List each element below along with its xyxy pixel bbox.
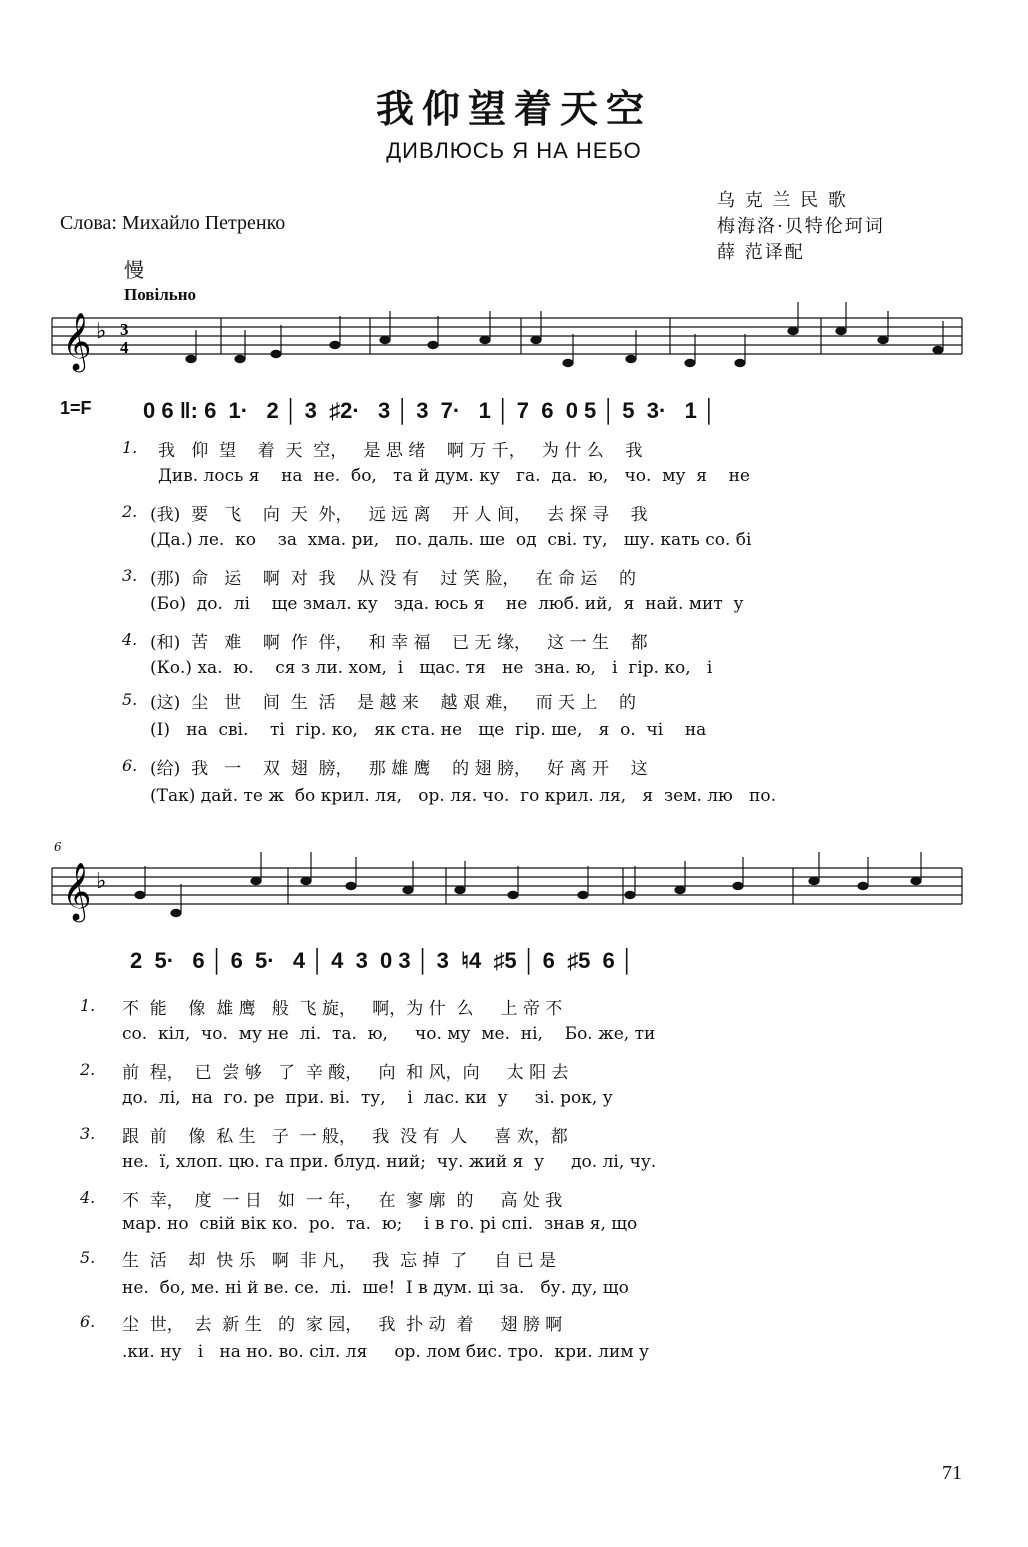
verse-number: 1. bbox=[122, 438, 138, 457]
lyric-line-ukrainian: не. ї, хлоп. цю. га при. блуд. ний; чу. жий я у до. лі, чу. bbox=[122, 1152, 657, 1172]
key-label: 1=F bbox=[60, 398, 92, 418]
lyric-line-chinese: 跟 前 像 私 生 子 一 般， 我 没 有 人 喜 欢，都 bbox=[122, 1127, 568, 1147]
credits-block bbox=[717, 188, 885, 266]
staff-system-1 bbox=[48, 300, 970, 390]
notes-system-2 bbox=[135, 852, 921, 917]
lyric-line-chinese: (我) 要 飞 向 天 外， 远 远 离 开 人 间， 去 探 寻 我 bbox=[150, 505, 648, 525]
credit-line: 薛 范译配 bbox=[717, 242, 805, 263]
verse-number: 2. bbox=[122, 502, 138, 521]
verse-number: 4. bbox=[122, 630, 138, 649]
song-title-chinese: 我仰望着天空 bbox=[375, 86, 652, 131]
verse-number: 6. bbox=[80, 1312, 96, 1331]
verse-number: 6. bbox=[122, 756, 138, 775]
lyric-line-chinese: (和) 苦 难 啊 作 伴， 和 幸 福 已 无 缘， 这 一 生 都 bbox=[150, 633, 648, 653]
credit-line: 梅海洛·贝特伦珂词 bbox=[717, 216, 885, 237]
notes-system-1 bbox=[186, 302, 943, 367]
lyric-line-ukrainian: (І) на сві. ті гір. ко, як ста. не ще гір. ше, я о. чі на bbox=[150, 720, 707, 740]
lyric-line-ukrainian: со. кіл, чо. му не лі. та. ю, чо. му ме. ні, Бо. же, ти bbox=[122, 1024, 656, 1044]
verse-number: 5. bbox=[122, 690, 138, 709]
lyric-line-chinese: (给) 我 一 双 翅 膀， 那 雄 鹰 的 翅 膀， 好 离 开 这 bbox=[150, 759, 648, 779]
simplified-notation-system-1: 0 6 ‖: 6 1· 2 │ 3 ♯2· 3 │ 3 7· 1 │ 7 6 0 5 │ 5 3· 1 │ bbox=[143, 398, 717, 423]
lyric-line-ukrainian: Див. лось я на не. бо, та й дум. ку га. да. ю, чо. му я не bbox=[158, 466, 750, 486]
lyric-line-ukrainian: не. бо, ме. ні й ве. се. лі. ше! І в дум. ці за. бу. ду, що bbox=[122, 1278, 629, 1298]
lyric-line-chinese: (这) 尘 世 间 生 活 是 越 来 越 艰 难， 而 天 上 的 bbox=[150, 693, 636, 713]
time-sig-top: 3 bbox=[120, 320, 129, 339]
treble-clef-icon: 𝄞 bbox=[62, 312, 92, 370]
lyric-line-ukrainian: мар. но свій вік ко. ро. та. ю; і в го. рі спі. знав я, що bbox=[122, 1214, 638, 1234]
time-sig-bottom: 4 bbox=[120, 338, 129, 357]
lyricist-credit: Слова: Михайло Петренко bbox=[60, 212, 286, 234]
lyric-line-ukrainian: (Ко.) ха. ю. ся з ли. хом, і щас. тя не зна. ю, і гір. ко, і bbox=[150, 658, 713, 678]
lyric-line-chinese: 不 幸， 度 一 日 如 一 年， 在 寥 廓 的 高 处 我 bbox=[122, 1191, 563, 1211]
verse-number: 3. bbox=[122, 566, 138, 585]
lyric-line-ukrainian: (Так) дай. те ж бо крил. ля, ор. ля. чо. го крил. ля, я зем. лю по. bbox=[150, 786, 777, 806]
lyric-line-ukrainian: (Бо) до. лі ще змал. ку зда. юсь я не люб. ий, я най. мит у bbox=[150, 594, 744, 614]
verse-number: 1. bbox=[80, 996, 96, 1015]
tempo-marking-ukrainian: Повільно bbox=[124, 285, 197, 304]
lyric-line-chinese: 不 能 像 雄 鹰 般 飞 旋， 啊，为 什 么 上 帝 不 bbox=[122, 999, 563, 1019]
simplified-notation-system-2: 2 5· 6 │ 6 5· 4 │ 4 3 0 3 │ 3 ♮4 ♯5 │ 6 ♯5 6 │ bbox=[130, 948, 635, 973]
flat-key-signature-icon: ♭ bbox=[96, 869, 107, 894]
measure-number: 6 bbox=[54, 840, 62, 854]
verse-number: 2. bbox=[80, 1060, 96, 1079]
verse-number: 5. bbox=[80, 1248, 96, 1267]
treble-clef-icon: 𝄞 bbox=[62, 862, 92, 920]
flat-key-signature-icon: ♭ bbox=[96, 319, 107, 344]
lyric-line-chinese: (那) 命 运 啊 对 我 从 没 有 过 笑 脸， 在 命 运 的 bbox=[150, 569, 636, 589]
verse-number: 3. bbox=[80, 1124, 96, 1143]
tempo-marking-chinese: 慢 bbox=[124, 258, 144, 282]
lyric-line-ukrainian: .ки. ну і на но. во. сіл. ля ор. лом бис. тро. кри. лим у bbox=[122, 1342, 649, 1362]
verse-number: 4. bbox=[80, 1188, 96, 1207]
lyric-line-chinese: 我 仰 望 着 天 空， 是 思 绪 啊 万 千， 为 什 么 我 bbox=[158, 441, 643, 461]
lyric-line-ukrainian: (Да.) ле. ко за хма. ри, по. даль. ше од сві. ту, шу. кать со. бі bbox=[150, 530, 752, 550]
credit-line: 乌 克 兰 民 歌 bbox=[717, 190, 848, 211]
lyric-line-ukrainian: до. лі, на го. ре при. ві. ту, і лас. ки у зі. рок, у bbox=[122, 1088, 613, 1108]
lyric-line-chinese: 尘 世， 去 新 生 的 家 园， 我 扑 动 着 翅 膀 啊 bbox=[122, 1315, 563, 1335]
song-title-ukrainian: ДИВЛЮСЬ Я НА НЕБО bbox=[386, 138, 642, 163]
staff-system-2 bbox=[48, 850, 970, 940]
lyric-line-chinese: 前 程， 已 尝 够 了 辛 酸， 向 和 风，向 太 阳 去 bbox=[122, 1063, 569, 1083]
page-number: 71 bbox=[942, 1462, 962, 1484]
lyric-line-chinese: 生 活 却 快 乐 啊 非 凡， 我 忘 掉 了 自 已 是 bbox=[122, 1251, 557, 1271]
